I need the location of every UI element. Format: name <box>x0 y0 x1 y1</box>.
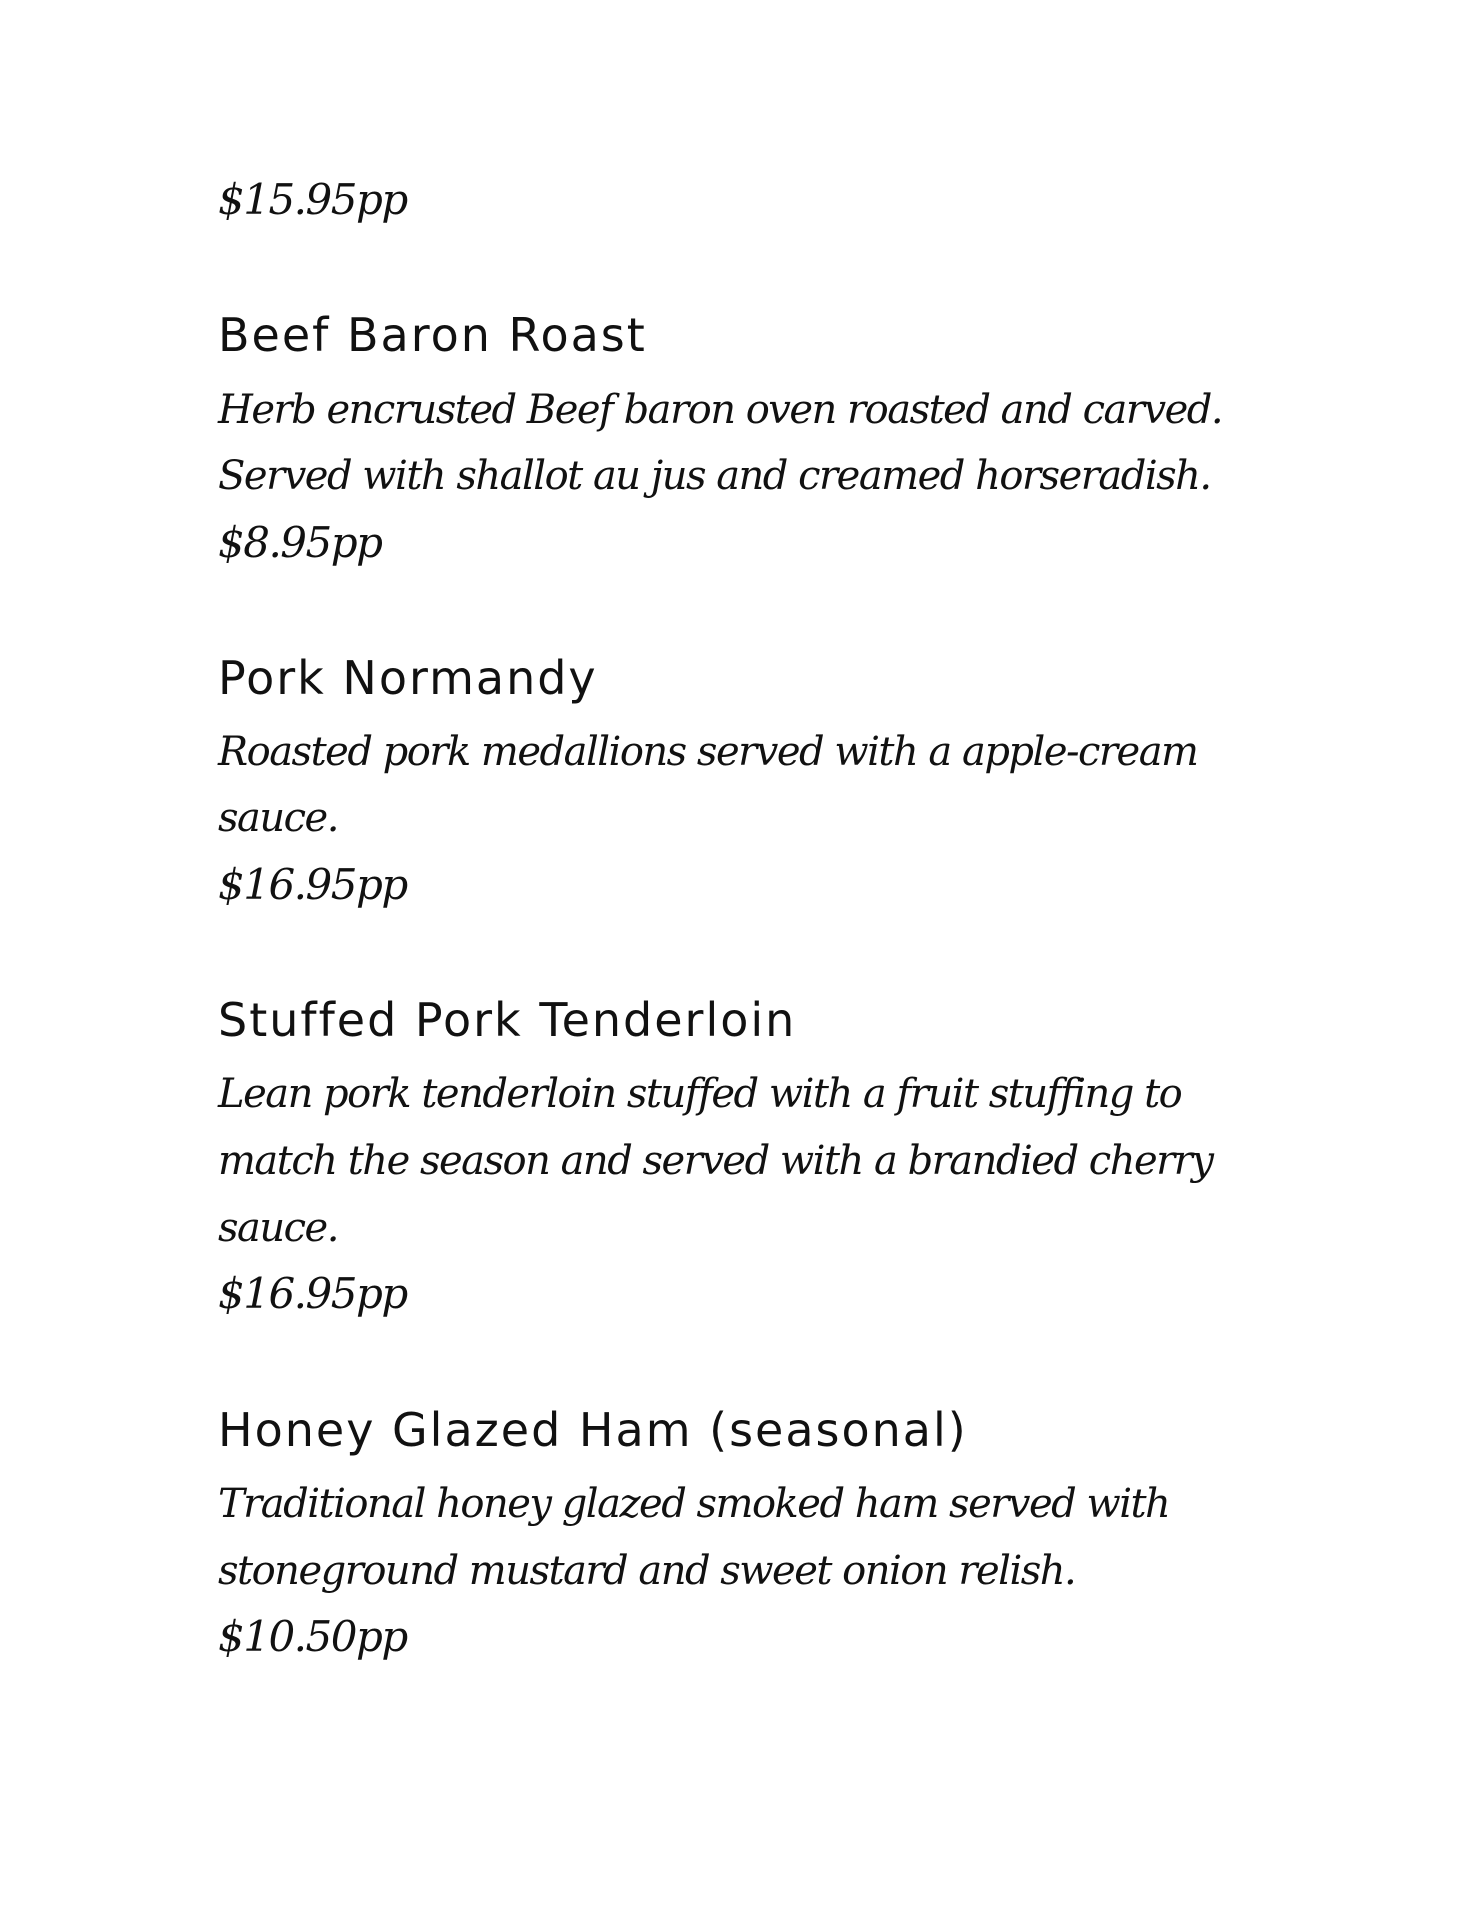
item-price: $10.50pp <box>218 1612 407 1661</box>
item-title: Honey Glazed Ham (seasonal) <box>218 1403 968 1457</box>
item-description-line: Traditional honey glazed smoked ham served with <box>218 1481 1170 1527</box>
item-title: Stuffed Pork Tenderloin <box>218 993 797 1047</box>
item-price: $16.95pp <box>218 860 407 909</box>
item-price: $16.95pp <box>218 1269 407 1318</box>
item-title: Pork Normandy <box>218 651 598 705</box>
item-title: Beef Baron Roast <box>218 308 647 362</box>
item-description-line: Served with shallot au jus and creamed horseradish. <box>218 453 1211 499</box>
item-description-line: sauce. <box>218 795 338 841</box>
item-description-line: sauce. <box>218 1205 338 1251</box>
item-price: $8.95pp <box>218 518 382 567</box>
item-description-line: Herb encrusted Beef baron oven roasted and carved. <box>218 387 1223 433</box>
item-description-line: Lean pork tenderloin stuffed with a fruit stuffing to <box>218 1071 1182 1117</box>
item-description-line: Roasted pork medallions served with a apple-cream <box>218 729 1198 775</box>
top-price: $15.95pp <box>218 175 407 224</box>
item-description-line: match the season and served with a brandied cherry <box>218 1138 1213 1184</box>
item-description-line: stoneground mustard and sweet onion relish. <box>218 1548 1076 1594</box>
